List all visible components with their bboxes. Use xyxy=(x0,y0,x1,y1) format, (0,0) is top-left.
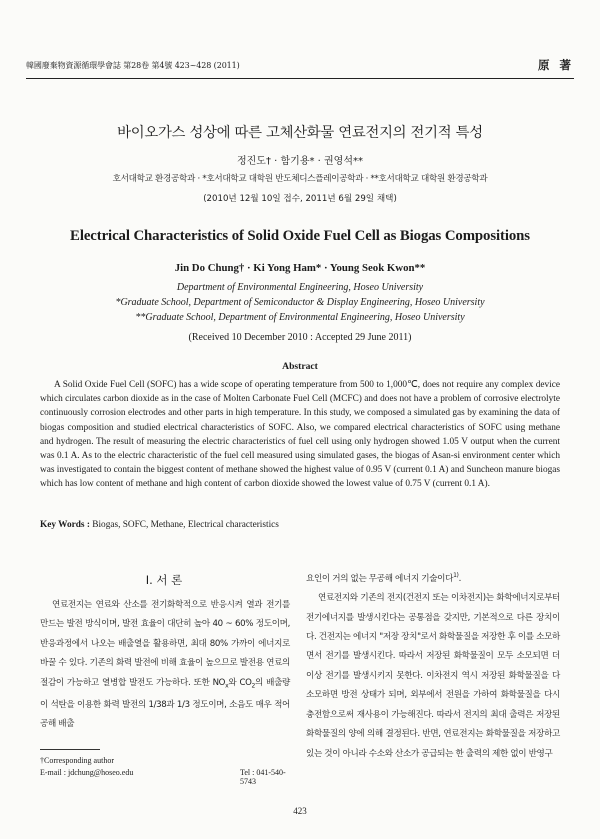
english-authors: Jin Do Chung† · Ki Yong Ham* · Young Seok Kwon** xyxy=(174,262,426,274)
korean-affiliations: 호서대학교 환경공학과 · *호서대학교 대학원 반도체디스플레이공학과 · **호서대학교 대학원 환경공학과 xyxy=(112,174,488,184)
english-affiliation-1: Department of Environmental Engineering, Hoseo University xyxy=(176,282,424,293)
article-type-label: 原 著 xyxy=(537,58,574,72)
reference-1: 1) xyxy=(453,572,459,579)
keywords-list: Biogas, SOFC, Methane, Electrical characteristics xyxy=(92,520,279,530)
footnote-tel: Tel : 041-540-5743 xyxy=(240,768,286,786)
page-number: 423 xyxy=(293,806,307,816)
right-paragraph-2: 연료전지와 기존의 전지(건전지 또는 이차전지)는 화학에너지로부터 전기에너지를 발생시킨다는 공통점을 갖지만, 기본적으로 다른 장치이다. 건전지는 에너지 "저장 장치"로서 화학물질을 저장한 후 이를 소모하면서 전기를 발생시킨다. 따라서 저장된 화학물질이 모두 소모되면 더 이상 전기를 발생시키지 못한다. 이차전지 역시 저장된 화학물질을 다 소모하면 방전 상태가 되며, 외부에서 전원을 가하여 화학물질을 다시 충전함으로써 재사용이 가능해진다. 따라서 전지의 최대 출력은 저장된 화학물질의 양에 의해 결정된다. 반면, 연료전지는 화학물질을 저장하고 있는 것이 아니라 수소와 산소가 공급되는 한 출력의 제한 없이 반영구 xyxy=(306,593,560,759)
footnote-email: E-mail : jdchung@hoseo.edu xyxy=(40,768,134,777)
english-affiliation-2: *Graduate School, Department of Semiconductor & Display Engineering, Hoseo University xyxy=(115,297,485,308)
korean-dates: (2010년 12월 10일 접수, 2011년 6월 29일 채택) xyxy=(203,194,397,204)
running-header xyxy=(26,58,574,76)
header-rule xyxy=(26,78,574,79)
body-right-column xyxy=(306,566,560,764)
english-title: Electrical Characteristics of Solid Oxide Fuel Cell as Biogas Compositions xyxy=(70,228,530,244)
korean-authors: 정진도† · 함기용* · 권영석** xyxy=(236,156,363,167)
section-title-introduction: I. 서 론 xyxy=(145,573,183,587)
keywords xyxy=(40,520,560,530)
korean-title: 바이오가스 성상에 따른 고체산화물 연료전지의 전기적 특성 xyxy=(117,125,483,141)
footnote-contact xyxy=(40,768,300,786)
abstract-heading: Abstract xyxy=(282,361,318,372)
english-affiliation-3: **Graduate School, Department of Environmental Engineering, Hoseo University xyxy=(135,312,465,323)
abstract-body: A Solid Oxide Fuel Cell (SOFC) has a wide scope of operating temperature from 500 to 1,000℃, does not require any complex device which circulates carbon dioxide as in the case of Molten Carbonate Fuel Cell (MCFC) and does not have a problem of corrosive electrolyte continuously corrosion electrodes and other parts in high temperature. In this study, we composed a simulated gas by examining the data of biogas composition and studied electrical characteristics of SOFC. Also, we compared electrical characteristics of SOFC using methane and hydrogen. The result of measuring the electric characteristics of fuel cell using only hydrogen showed 1.05 V output when the current was 0.1 A. As to the electric characteristic of the fuel cell measured using simulated gases, the biogas of Asan-si environment center which was investigated to contain the biggest content of methane showed the highest value of 0.95 V (current 0.1 A) and Suncheon manure biogas which has low content of methane and high content of carbon dioxide showed the lowest value of 0.75 V (current 0.1 A). xyxy=(40,380,560,490)
footnote-corresponding: †Corresponding author xyxy=(40,756,114,765)
body-left-column xyxy=(40,596,290,735)
left-paragraph-1: 연료전지는 연료와 산소를 전기화학적으로 반응시켜 열과 전기를 만드는 발전 방식이며, 발전 효율이 대단히 높아 40 ~ 60% 정도이며, 반응과정에서 나오는 배출열을 활용하면, 최대 80% 가까이 에너지로 바꿀 수 있다. 기존의 화력 발전에 비해 효율이 높으므로 발전용 연료의 절감이 가능하고 열병합 발전도 가능하다. 또한 $NO_x$와 $CO_2$의 배출량이 석탄을 이용한 화력 발전의 1/38과 1/3 정도이며, 소음도 매우 적어 공해 배출 xyxy=(40,600,290,730)
journal-citation: 韓國廢棄物資源循環學會誌 第28卷 第4號 423~428 (2011) xyxy=(26,61,240,70)
footnote-rule xyxy=(40,749,100,750)
right-paragraph-1: 요인이 거의 없는 무공해 에너지 기술이다$^{1)}$. xyxy=(306,572,461,584)
english-dates: (Received 10 December 2010 : Accepted 29 June 2011) xyxy=(188,332,412,343)
keywords-label: Key Words : xyxy=(40,520,90,530)
